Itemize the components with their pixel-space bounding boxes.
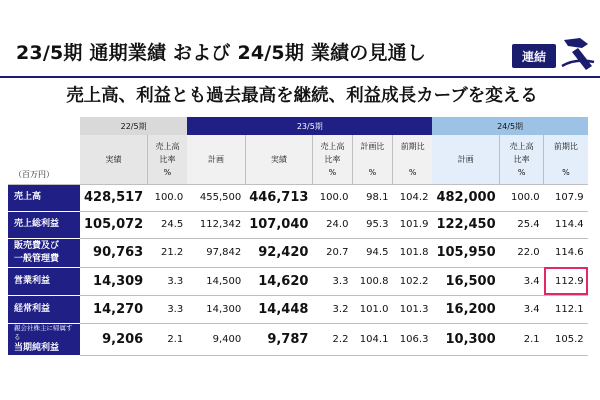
cell-value: 3.3: [312, 267, 352, 295]
cell-value: 101.3: [392, 295, 432, 323]
cell-value: 2.1: [500, 323, 544, 355]
cell-value: 14,500: [187, 267, 245, 295]
col-fy23-actual: 実績: [245, 135, 312, 184]
cell-value: 2.2: [312, 323, 352, 355]
group-header-fy24: 24/5期: [432, 117, 587, 135]
cell-value: 10,300: [432, 323, 499, 355]
cell-value: 100.8: [352, 267, 392, 295]
row-label-ordinary-profit: 経常利益: [8, 295, 80, 323]
cell-value: 112.1: [544, 295, 588, 323]
cell-value: 22.0: [500, 238, 544, 267]
col-fy23-plan: 計画: [187, 135, 245, 184]
table-row: [8, 238, 588, 267]
cell-value: 9,400: [187, 323, 245, 355]
cell-value: 102.2: [392, 267, 432, 295]
cell-value: 100.0: [147, 184, 187, 211]
cell-value: 14,448: [245, 295, 312, 323]
cell-value: 20.7: [312, 238, 352, 267]
cell-value: 100.0: [312, 184, 352, 211]
cell-value: 104.1: [352, 323, 392, 355]
cell-value: 105.2: [544, 323, 588, 355]
cell-value: 107,040: [245, 211, 312, 238]
cell-value: 101.9: [392, 211, 432, 238]
company-logo-icon: [560, 36, 596, 74]
row-label-operating-profit: 営業利益: [8, 267, 80, 295]
col-fy24-yoy: 前期比 %: [544, 135, 588, 184]
cell-value: 16,200: [432, 295, 499, 323]
cell-value: 24.5: [147, 211, 187, 238]
cell-value: 16,500: [432, 267, 499, 295]
col-fy22-ratio: 売上高 比率 %: [147, 135, 187, 184]
consolidated-badge: 連結: [512, 44, 556, 68]
cell-value: 122,450: [432, 211, 499, 238]
cell-value: 101.0: [352, 295, 392, 323]
row-label-sales: 売上高: [8, 184, 80, 211]
cell-value: 112,342: [187, 211, 245, 238]
group-header-fy22: 22/5期: [80, 117, 187, 135]
cell-value: 3.2: [312, 295, 352, 323]
cell-value: 114.4: [544, 211, 588, 238]
cell-value: 101.8: [392, 238, 432, 267]
cell-value: 107.9: [544, 184, 588, 211]
cell-value: 9,206: [80, 323, 147, 355]
cell-value: 2.1: [147, 323, 187, 355]
col-fy24-ratio: 売上高 比率 %: [500, 135, 544, 184]
group-header-fy23: 23/5期: [187, 117, 432, 135]
cell-value: 446,713: [245, 184, 312, 211]
cell-value: 3.4: [500, 267, 544, 295]
cell-value: 106.3: [392, 323, 432, 355]
cell-value: 14,270: [80, 295, 147, 323]
col-fy24-plan: 計画: [432, 135, 499, 184]
table-row: [8, 184, 588, 211]
corner-cell: [8, 117, 80, 135]
cell-value: 14,300: [187, 295, 245, 323]
cell-value: 21.2: [147, 238, 187, 267]
col-fy23-vs-plan: 計画比 %: [352, 135, 392, 184]
cell-value: 25.4: [500, 211, 544, 238]
cell-value: 98.1: [352, 184, 392, 211]
cell-value: 90,763: [80, 238, 147, 267]
cell-value: 3.4: [500, 295, 544, 323]
highlighted-yoy-cell: 112.9: [544, 267, 588, 295]
cell-value: 455,500: [187, 184, 245, 211]
row-label-gross-profit: 売上総利益: [8, 211, 80, 238]
row-label-sga: 販売費及び 一般管理費: [8, 238, 80, 267]
table-row: [8, 295, 588, 323]
cell-value: 105,072: [80, 211, 147, 238]
col-fy23-ratio: 売上高 比率 %: [312, 135, 352, 184]
row-label-net-income: 親会社株主に帰属する 当期純利益: [8, 323, 80, 355]
cell-value: 105,950: [432, 238, 499, 267]
unit-label: （百万円）: [8, 135, 80, 184]
cell-value: 24.0: [312, 211, 352, 238]
cell-value: 14,309: [80, 267, 147, 295]
cell-value: 3.3: [147, 295, 187, 323]
title-rule: [0, 76, 600, 78]
cell-value: 9,787: [245, 323, 312, 355]
table-row: [8, 323, 588, 355]
cell-value: 428,517: [80, 184, 147, 211]
cell-value: 482,000: [432, 184, 499, 211]
cell-value: 95.3: [352, 211, 392, 238]
cell-value: 114.6: [544, 238, 588, 267]
col-fy23-yoy: 前期比 %: [392, 135, 432, 184]
cell-value: 94.5: [352, 238, 392, 267]
results-table: [8, 117, 588, 356]
headline: 売上高、利益とも過去最高を継続、利益成長カーブを変える: [66, 86, 538, 106]
cell-value: 92,420: [245, 238, 312, 267]
cell-value: 104.2: [392, 184, 432, 211]
cell-value: 14,620: [245, 267, 312, 295]
slide-title: 23/5期 通期業績 および 24/5期 業績の見通し: [16, 42, 427, 64]
table-row: [8, 211, 588, 238]
col-fy22-actual: 実績: [80, 135, 147, 184]
cell-value: 100.0: [500, 184, 544, 211]
table-row: [8, 267, 588, 295]
cell-value: 3.3: [147, 267, 187, 295]
cell-value: 97,842: [187, 238, 245, 267]
